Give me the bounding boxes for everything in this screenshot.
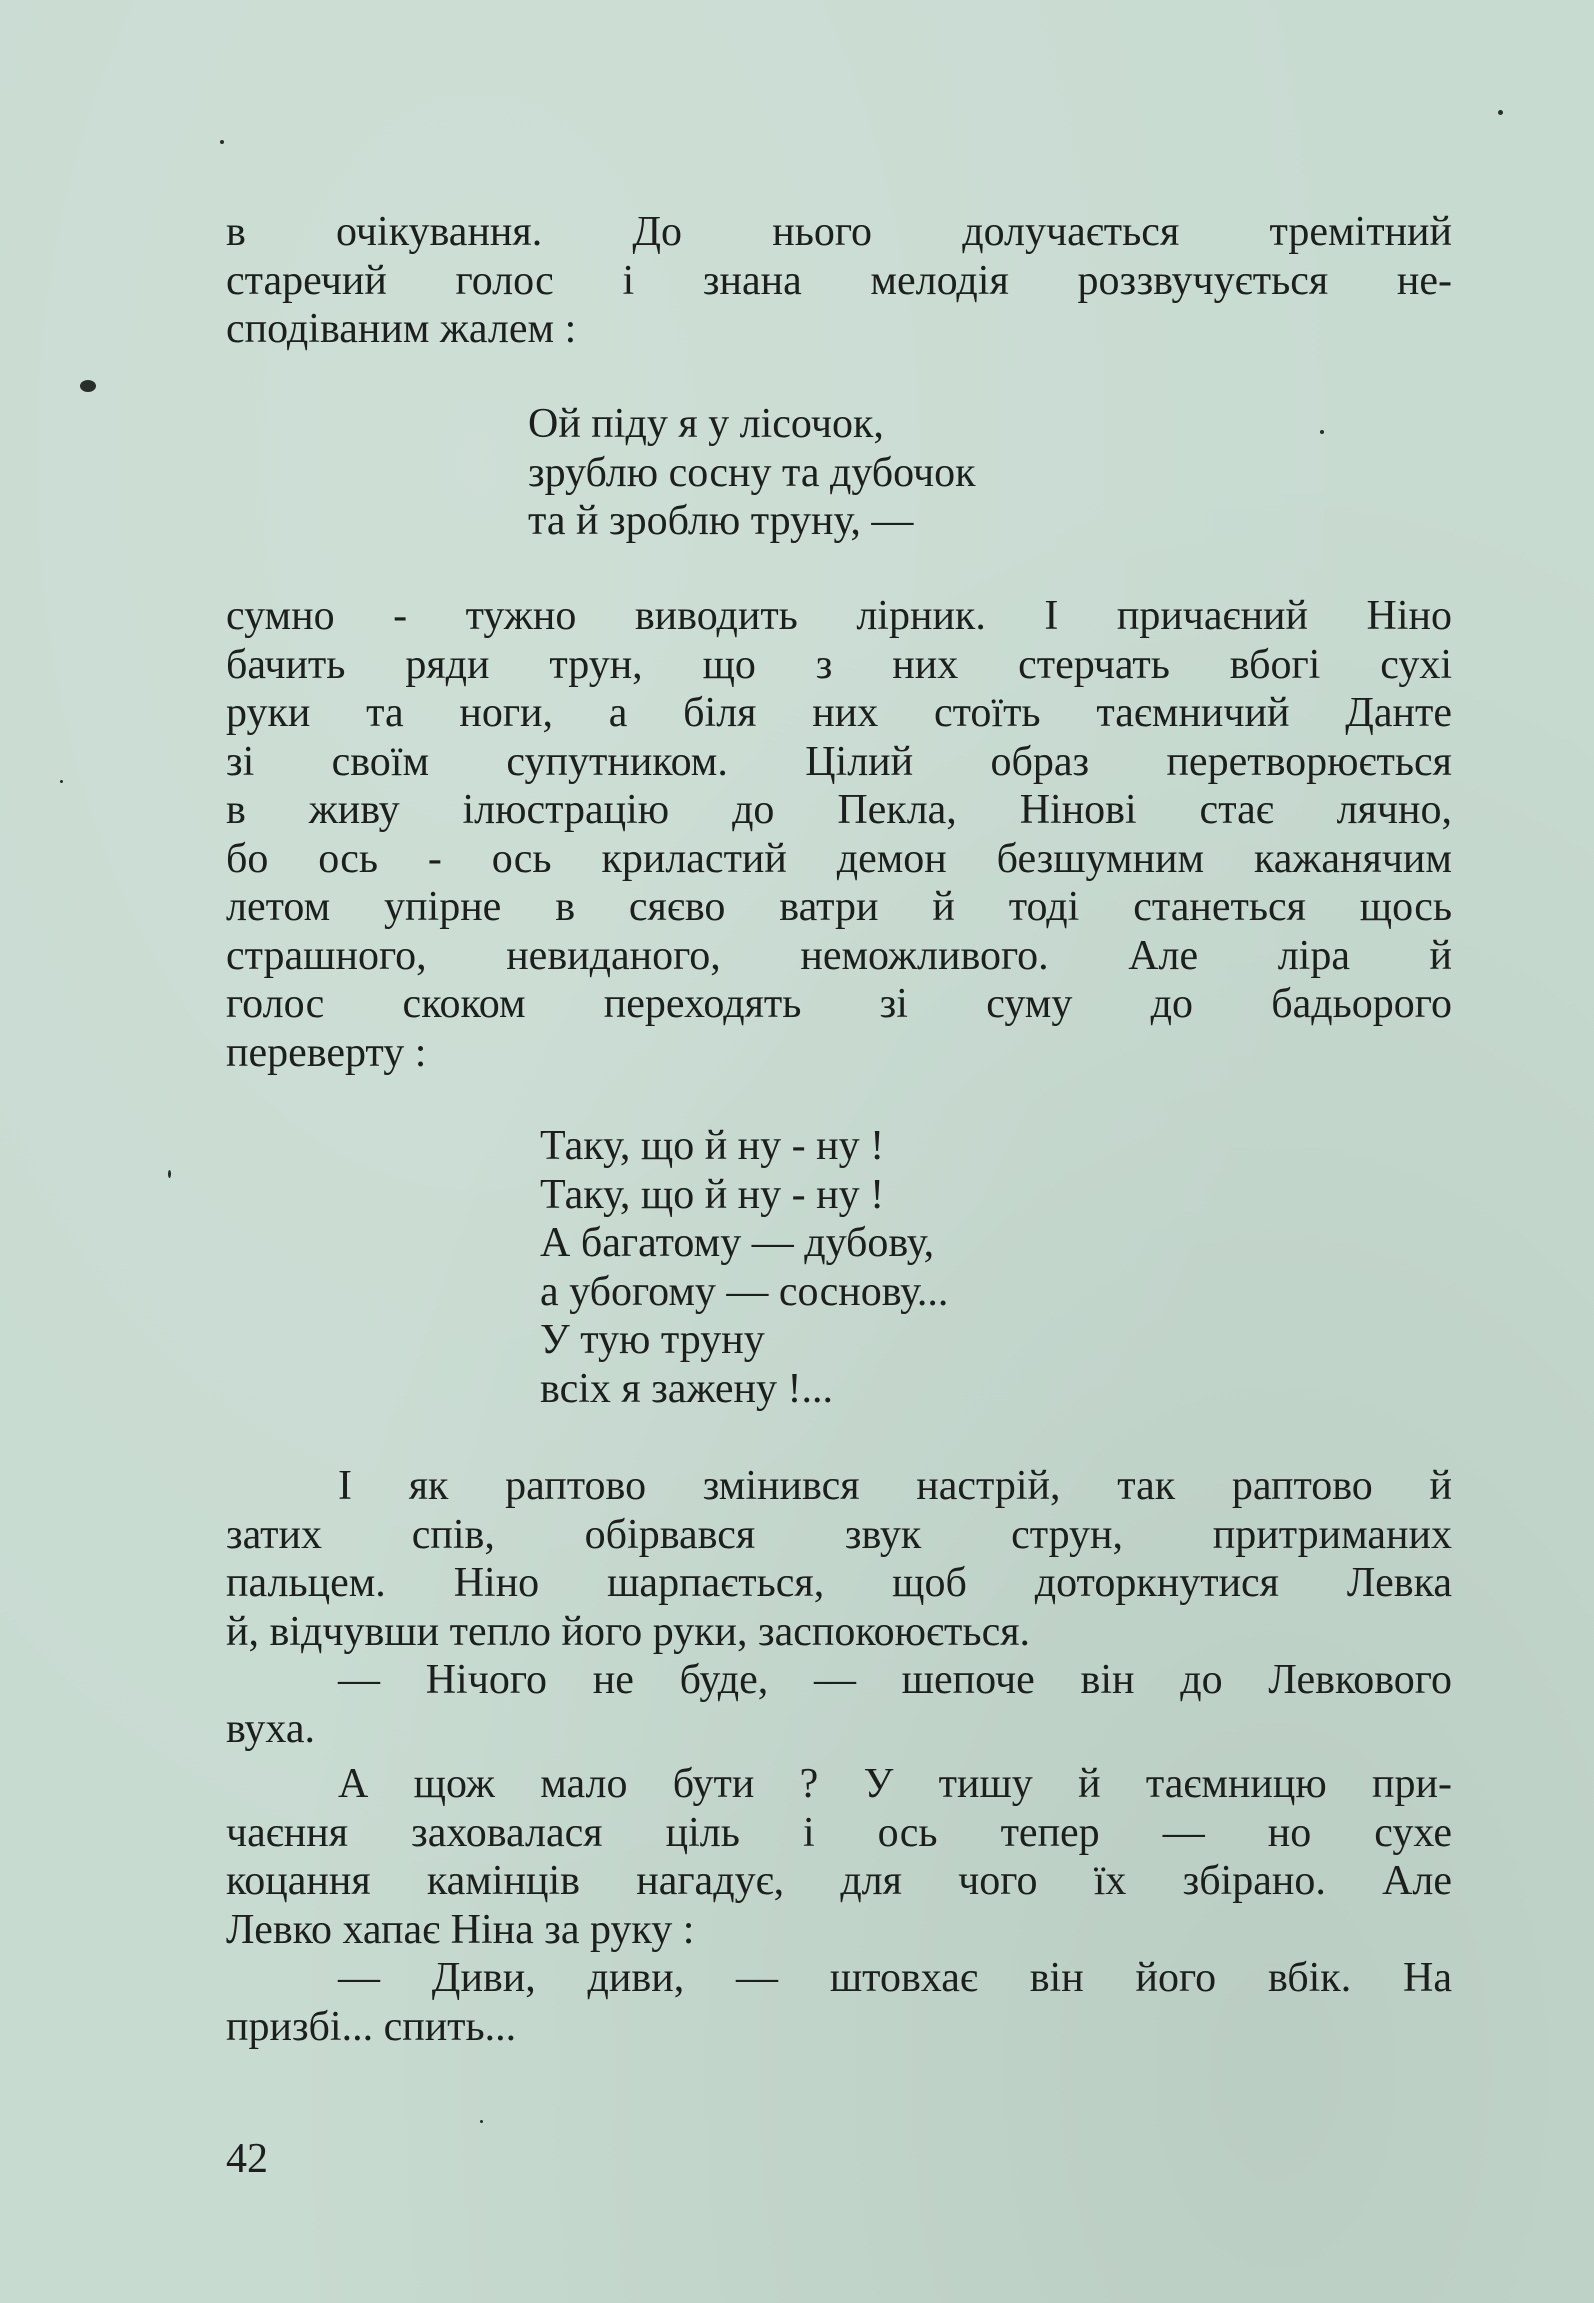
text-line: коцання камінців нагадує, для чого їх збірано. Але (226, 1858, 1452, 1904)
text-line: голос скоком переходять зі суму до бадьорого (226, 981, 1452, 1027)
verse-2 (540, 1122, 948, 1413)
text-line: бачить ряди трун, що з них стерчать вбогі сухі (226, 641, 1452, 688)
verse-line: У тую труну (540, 1317, 765, 1363)
paragraph-6 (226, 1954, 1452, 2051)
text-line: вуха. (226, 1705, 315, 1752)
text-line: І як раптово змінився настрій, так раптово й (338, 1463, 1452, 1509)
paragraph-5 (226, 1760, 1452, 1954)
ink-speck (1320, 430, 1324, 434)
verse-line: А багатому — дубову, (540, 1220, 935, 1266)
verse-line: Таку, що й ну - ну ! (540, 1123, 885, 1169)
verse-line: зрублю сосну та дубочок (528, 449, 976, 496)
text-line: сподіваним жалем : (226, 306, 577, 352)
page-number: 42 (226, 2136, 268, 2182)
text-line: в очікування. До нього долучається тремітний (226, 209, 1452, 255)
verse-line: Таку, що й ну - ну ! (540, 1171, 885, 1218)
verse-line: та й зроблю труну, — (528, 498, 914, 544)
ink-speck (480, 2120, 483, 2123)
text-line: призбі... спить... (226, 2003, 517, 2050)
text-line: летом упірне в сяєво ватри й тоді станеться щось (226, 884, 1452, 930)
ink-speck (1498, 110, 1503, 115)
text-line: затих спів, обірвався звук струн, притриманих (226, 1511, 1452, 1558)
text-line: чаєння заховалася ціль і ось тепер — но сухе (226, 1809, 1452, 1856)
text-line: руки та ноги, а біля них стоїть таємничий Данте (226, 690, 1452, 736)
text-line: сумно - тужно виводить лірник. І причаєний Ніно (226, 593, 1452, 639)
paragraph-3 (226, 1462, 1452, 1656)
text-line: — Диви, диви, — штовхає він його вбік. На (338, 1955, 1452, 2001)
verse-1 (528, 400, 976, 546)
ink-speck (80, 380, 96, 392)
text-line: пальцем. Ніно шарпається, щоб доторкнутися Левка (226, 1560, 1452, 1606)
text-line: зі своїм супутником. Цілий образ перетворюється (226, 738, 1452, 785)
ink-speck (168, 1170, 171, 1178)
paragraph-2 (226, 592, 1452, 1077)
verse-line: а убогому — соснову... (540, 1268, 949, 1315)
verse-line: всіх я зажену !... (540, 1365, 834, 1412)
text-line: переверту : (226, 1029, 427, 1076)
ink-speck (220, 140, 224, 144)
text-line: бо ось - ось криластий демон безшумним кажанячим (226, 835, 1452, 882)
text-line: й, відчувши тепло його руки, заспокоюється. (226, 1608, 1031, 1655)
text-line: — Нічого не буде, — шепоче він до Левкового (338, 1657, 1452, 1703)
text-line: старечий голос і знана мелодія роззвучується не- (226, 257, 1452, 304)
paragraph-1 (226, 208, 1452, 354)
ink-speck (60, 780, 63, 783)
paragraph-4 (226, 1656, 1452, 1753)
text-line: в живу ілюстрацію до Пекла, Нінові стає лячно, (226, 787, 1452, 833)
text-line: страшного, невиданого, неможливого. Але ліра й (226, 932, 1452, 979)
text-line: Левко хапає Ніна за руку : (226, 1906, 695, 1953)
text-line: А щож мало бути ? У тишу й таємницю при- (338, 1761, 1452, 1807)
verse-line: Ой піду я у лісочок, (528, 401, 884, 447)
